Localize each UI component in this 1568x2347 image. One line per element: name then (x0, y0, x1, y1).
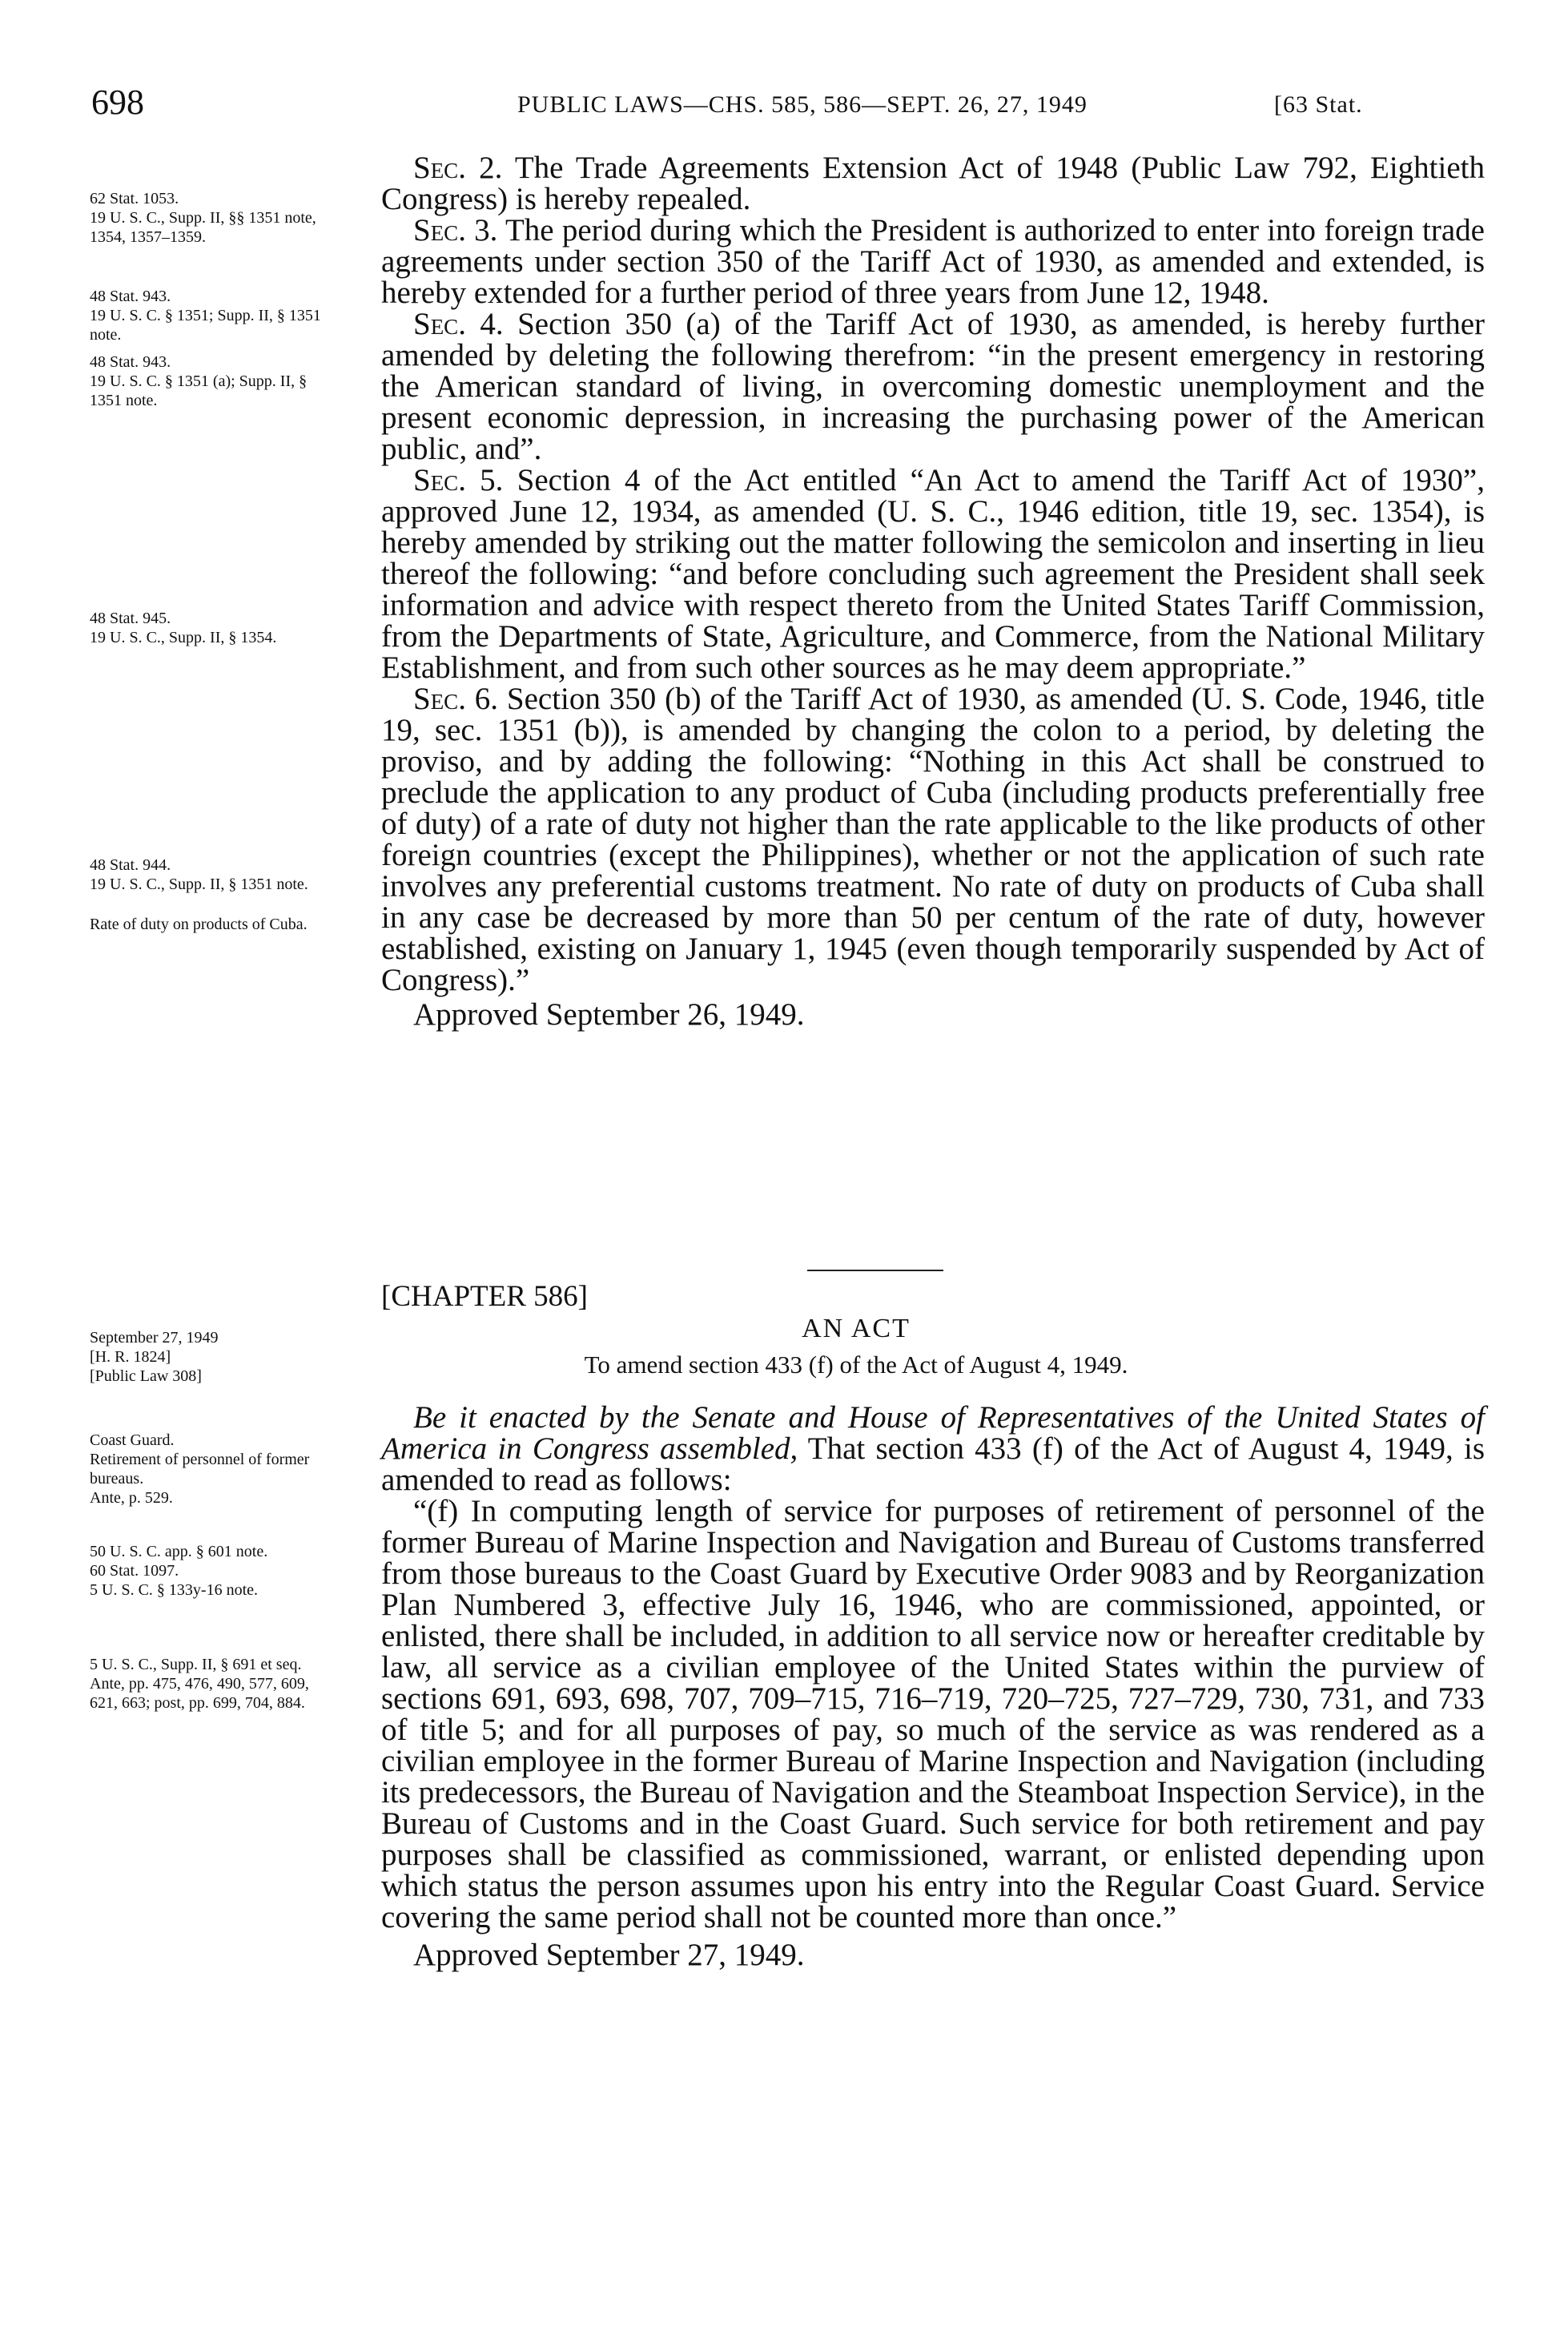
section-2-label: Sec. 2. (413, 151, 503, 185)
enacting-intro: That section 433 (f) of the Act of August 4, 1949, is amended to read as follows: (381, 1431, 1485, 1497)
act-purpose: To amend section 433 (f) of the Act of August 4, 1949. (584, 1351, 1128, 1379)
section-4 (381, 308, 1485, 465)
amended-subsection-f: “(f) In computing length of service for purposes of retirement of personnel of the former Bureau of Marine Inspection and Navigation and Bureau of Customs transferred from those bureaus to the Coast Guard by Executive Order 9083 and by Reorganization Plan Numbered 3, effective July 16, 1946, who are commissioned, appointed, or enlisted, there shall be included, in addition to all service now or hereafter creditable by law, all service as a civilian employee of the United States within the purview of sections 691, 693, 698, 707, 709–715, 716–719, 720–725, 727–729, 730, 731, and 733 of title 5; and for all purposes of pay, so much of the service as was rendered as a civilian employee in the former Bureau of Marine Inspection and Navigation (including its predecessors, the Bureau of Navigation and the Steamboat Inspection Service), in the Bureau of Customs and in the Coast Guard. Such service for both retirement and pay purposes shall be classified as commissioned, warrant, or enlisted depending upon which status the person assumes upon his entry into the Regular Coast Guard. Service covering the same period shall not be counted more than once.” (381, 1494, 1485, 1934)
margin-note-bill-info: September 27, 1949 [H. R. 1824] [Public Law 308] (90, 1329, 219, 1385)
running-title: PUBLIC LAWS—CHS. 585, 586—SEPT. 26, 27, 1949 (517, 91, 1088, 118)
approved-586: Approved September 27, 1949. (413, 1938, 805, 1972)
enacting-clause: Be it enacted by the Senate and House of Representatives of the United States of America in Congress assembled, (381, 1400, 1485, 1466)
chapter-585-body (381, 152, 1485, 1030)
section-4-label: Sec. 4. (413, 307, 504, 341)
section-6-text: Section 350 (b) of the Tariff Act of 1930, as amended (U. S. Code, 1946, title 19, sec. 1351 (b)), is amended by changing the colon to a period, by deleting the proviso, and by adding the following: “Nothing in this Act shall be construed to preclude the application to any product of Cuba (including products preferentially free of duty) of a rate of duty not higher than the rate applicable to the like products of other foreign countries (except the Philippines), whether or not the application of such rate involves any preferential customs treatment. No rate of duty on products of Cuba shall in any case be decreased by more than 50 per centum of the rate of duty, however established, existing on January 1, 1945 (even though temporarily suspended by Act of Congress).” (381, 682, 1485, 997)
section-3-text: The period during which the President is authorized to enter into foreign trade agreements under section 350 of the Tariff Act of 1930, as amended and extended, is hereby extended for a further period of three years from June 12, 1948. (381, 213, 1485, 310)
section-6-label: Sec. 6. (413, 682, 499, 716)
section-2 (381, 152, 1485, 215)
page-header (0, 82, 1568, 130)
margin-note-citation-4: 48 Stat. 945. 19 U. S. C., Supp. II, § 1354. (90, 610, 277, 646)
section-5-label: Sec. 5. (413, 463, 504, 497)
chapter-separator-rule (807, 1270, 943, 1271)
margin-note-citation-6: 50 U. S. C. app. § 601 note. 60 Stat. 1097. 5 U. S. C. § 133y-16 note. (90, 1543, 268, 1599)
act-heading: AN ACT (802, 1314, 911, 1343)
section-5 (381, 465, 1485, 683)
chapter-label: [CHAPTER 586] (381, 1280, 588, 1313)
chapter-586-body (381, 1402, 1485, 1971)
section-2-text: The Trade Agreements Extension Act of 1948 (Public Law 792, Eightieth Congress) is hereby repealed. (381, 151, 1486, 216)
enacting-paragraph (381, 1402, 1485, 1496)
section-5-text: Section 4 of the Act entitled “An Act to amend the Tariff Act of 1930”, approved June 12, 1934, as amended (U. S. C., 1946 edition, title 19, sec. 1354), is hereby amended by striking out the matter following the semicolon and inserting in lieu thereof the following: “and before concluding such agreement the President shall seek information and advice with respect thereto from the United States Tariff Commission, from the Departments of State, Agriculture, and Commerce, from the National Military Establishment, and from such other sources as he may deem appropriate.” (381, 463, 1485, 685)
approved-585: Approved September 26, 1949. (413, 997, 805, 1032)
margin-note-cuba-duty: Rate of duty on products of Cuba. (90, 916, 308, 933)
margin-note-citation-2: 48 Stat. 943. 19 U. S. C. § 1351; Supp. II, § 1351 note. (90, 288, 321, 344)
margin-note-citation-5: 48 Stat. 944. 19 U. S. C., Supp. II, § 1351 note. (90, 856, 308, 893)
section-4-text: Section 350 (a) of the Tariff Act of 1930, as amended, is hereby further amended by deleting the following therefrom: “in the present emergency in restoring the American standard of living, in overcoming domestic unemployment and the present economic depression, in increasing the purchasing power of the American public, and”. (381, 307, 1485, 466)
margin-note-citation-1: 62 Stat. 1053. 19 U. S. C., Supp. II, §§ 1351 note, 1354, 1357–1359. (90, 190, 316, 246)
margin-note-citation-3: 48 Stat. 943. 19 U. S. C. § 1351 (a); Supp. II, § 1351 note. (90, 353, 308, 409)
margin-note-coast-guard: Coast Guard. Retirement of personnel of former bureaus. Ante, p. 529. (90, 1431, 310, 1507)
section-3 (381, 215, 1485, 308)
section-6 (381, 683, 1485, 996)
section-3-label: Sec. 3. (413, 213, 498, 248)
margin-note-citation-7: 5 U. S. C., Supp. II, § 691 et seq. Ante, pp. 475, 476, 490, 577, 609, 621, 663; post, pp. 699, 704, 884. (90, 1656, 309, 1712)
volume-reference: [63 Stat. (1274, 91, 1363, 118)
page-number: 698 (91, 83, 144, 122)
